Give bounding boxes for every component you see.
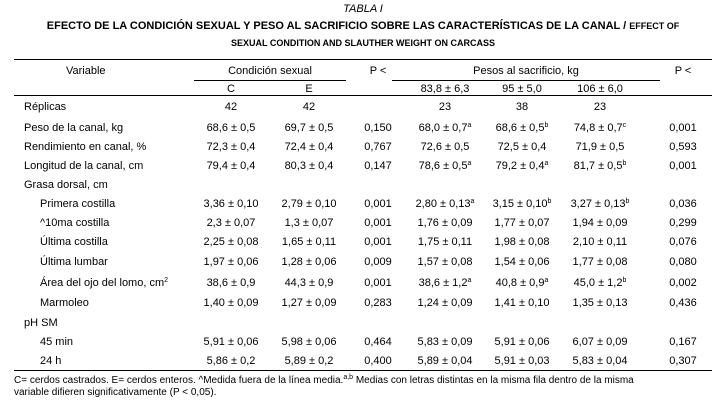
table-cell: 81,7 ± 0,5$^b$ [573, 160, 627, 172]
row-label: Réplicas [24, 101, 67, 113]
table-cell: 0,001 [364, 236, 392, 248]
table-cell: 23 [438, 101, 452, 113]
table-cell: 0,001 [364, 198, 392, 210]
table-cell: 44,3 ± 0,9 [284, 277, 334, 289]
table-cell: 0,307 [669, 355, 697, 367]
table-cell: 1,77 ± 0,07 [494, 217, 550, 229]
table-cell: 1,40 ± 0,09 [203, 297, 259, 309]
cell-superscript: c [622, 122, 627, 129]
header-weight-group: Pesos al sacrificio, kg [473, 65, 579, 77]
table-cell: 1,77 ± 0,08 [572, 256, 628, 268]
header-variable: Variable [66, 65, 106, 77]
cell-superscript: b [544, 122, 549, 129]
header-subgroup: 95 ± 5,0 [502, 83, 542, 95]
header-sex-group: Condición sexual [228, 65, 312, 77]
table-cell: 42 [302, 101, 316, 113]
table-cell: 1,24 ± 0,09 [417, 297, 473, 309]
table-cell: 72,4 ± 0,4 [284, 141, 334, 153]
table-cell: 5,89 ± 0,2 [284, 355, 334, 367]
table-cell: 0,001 [364, 217, 392, 229]
table-cell: 1,28 ± 0,06 [281, 256, 337, 268]
table-cell: 80,3 ± 0,4 [284, 160, 334, 172]
cell-superscript: b [622, 160, 627, 167]
table-cell: 71,9 ± 0,5 [575, 141, 625, 153]
row-label: Última lumbar [40, 256, 108, 268]
table-cell: 0,436 [669, 297, 697, 309]
table-cell: 2,79 ± 0,10 [281, 198, 337, 210]
cell-superscript: a [470, 198, 475, 205]
header-p-weight: P < [674, 65, 692, 77]
table-cell: 1,3 ± 0,07 [284, 217, 334, 229]
table-cell: 72,3 ± 0,4 [206, 141, 256, 153]
row-label: 24 h [40, 355, 62, 367]
title-english-part1: EFFECT OF [629, 21, 680, 31]
table-cell: 72,5 ± 0,4 [497, 141, 547, 153]
table-cell: 0,080 [669, 256, 697, 268]
table-cell: 5,83 ± 0,04 [572, 355, 628, 367]
table-cell: 1,35 ± 0,13 [572, 297, 628, 309]
table-cell: 5,89 ± 0,04 [417, 355, 473, 367]
top-rule [14, 59, 712, 60]
table-cell: 38,6 ± 0,9 [206, 277, 256, 289]
table-cell: 0,009 [364, 256, 392, 268]
footnote-significance: Medias con letras distintas en la misma fila dentro de la misma [353, 375, 634, 386]
table-cell: 23 [593, 101, 607, 113]
table-cell: 0,299 [669, 217, 697, 229]
table-title-english: SEXUAL CONDITION AND SLAUTHER WEIGHT ON CARCASS [230, 38, 495, 48]
table-cell: 38 [515, 101, 529, 113]
table-title [0, 19, 726, 34]
table-cell: 5,91 ± 0,06 [203, 336, 259, 348]
table-cell: 2,80 ± 0,13$^a$ [415, 198, 475, 210]
cell-superscript: a [544, 277, 549, 284]
table-cell: 38,6 ± 1,2$^a$ [418, 277, 472, 289]
table-cell: 0,400 [364, 355, 392, 367]
cell-superscript: a [467, 160, 472, 167]
table-cell: 79,2 ± 0,4$^a$ [495, 160, 549, 172]
row-label: Marmoleo [40, 297, 89, 309]
table-cell: 1,94 ± 0,09 [572, 217, 628, 229]
cell-superscript: b [625, 198, 630, 205]
header-subgroup: 83,8 ± 6,3 [420, 83, 470, 95]
row-label: ^10ma costilla [40, 217, 110, 229]
table-cell: 42 [224, 101, 238, 113]
row-label: Peso de la canal, kg [24, 122, 124, 134]
table-cell: 1,27 ± 0,09 [281, 297, 337, 309]
table-cell: 3,36 ± 0,10 [203, 198, 259, 210]
row-label: Primera costilla [40, 198, 116, 210]
cell-superscript: a [544, 160, 549, 167]
row-label: Área del ojo del lomo, $cm^2$ [40, 277, 169, 289]
row-label: Rendimiento en canal, % [24, 141, 147, 153]
table-cell: 68,0 ± 0,7$^a$ [418, 122, 472, 134]
table-cell: 0,464 [364, 336, 392, 348]
row-label: pH SM [24, 317, 58, 329]
table-cell: 45,0 ± 1,2$^b$ [573, 277, 627, 289]
table-cell: 1,65 ± 0,11 [281, 236, 337, 248]
header-subgroup: C [227, 83, 235, 95]
table-cell: 3,15 ± 0,10$^b$ [492, 198, 552, 210]
table-cell: 0,001 [669, 122, 697, 134]
table-caption: TABLA I [343, 3, 383, 15]
bottom-rule [14, 370, 712, 371]
table-cell: 5,83 ± 0,09 [417, 336, 473, 348]
sex-group-rule [194, 80, 346, 81]
table-cell: 0,283 [364, 297, 392, 309]
row-label: 45 min [40, 336, 74, 348]
row-label: Última costilla [40, 236, 108, 248]
table-cell: 79,4 ± 0,4 [206, 160, 256, 172]
row-label-superscript: 2 [164, 277, 169, 284]
table-cell: 74,8 ± 0,7$^c$ [573, 122, 627, 134]
table-cell: 1,41 ± 0,10 [494, 297, 550, 309]
table-cell: 0,001 [364, 277, 392, 289]
table-cell: 1,98 ± 0,08 [494, 236, 550, 248]
cell-superscript: a [467, 277, 472, 284]
table-cell: 0,076 [669, 236, 697, 248]
footnote-significance-cont: variable difieren significativamente (P < 0,05). [14, 387, 217, 398]
table-cell: 0,002 [669, 277, 697, 289]
table-cell: 1,57 ± 0,08 [417, 256, 473, 268]
table-cell: 78,6 ± 0,5$^a$ [418, 160, 472, 172]
cell-superscript: b [547, 198, 552, 205]
table-cell: 68,6 ± 0,5$^b$ [495, 122, 549, 134]
table-cell: 2,25 ± 0,08 [203, 236, 259, 248]
table-cell: 5,98 ± 0,06 [281, 336, 337, 348]
footnote [14, 375, 714, 399]
table-cell: 5,86 ± 0,2 [206, 355, 256, 367]
table-cell: 6,07 ± 0,09 [572, 336, 628, 348]
table-cell: 0,593 [669, 141, 697, 153]
table-cell: 5,91 ± 0,03 [494, 355, 550, 367]
table-cell: 0,767 [364, 141, 392, 153]
table-cell: 0,001 [669, 160, 697, 172]
table-cell: 2,3 ± 0,07 [206, 217, 256, 229]
table-cell: 5,91 ± 0,06 [494, 336, 550, 348]
weight-group-rule [392, 80, 660, 81]
table-cell: 3,27 ± 0,13$^b$ [570, 198, 630, 210]
table-cell: 0,167 [669, 336, 697, 348]
table-cell: 72,6 ± 0,5 [420, 141, 470, 153]
table-cell: 69,7 ± 0,5 [284, 122, 334, 134]
cell-superscript: b [622, 277, 627, 284]
table-cell: 1,76 ± 0,09 [417, 217, 473, 229]
row-label: Longitud de la canal, cm [24, 160, 144, 172]
table-cell: 1,54 ± 0,06 [494, 256, 550, 268]
table-cell: 2,10 ± 0,11 [572, 236, 628, 248]
footnote-superscript: a,b [343, 374, 354, 381]
header-subgroup: 106 ± 6,0 [577, 83, 623, 95]
table-cell: 0,147 [364, 160, 392, 172]
row-label: Grasa dorsal, cm [24, 179, 108, 191]
cell-superscript: a [467, 122, 472, 129]
table-cell: 0,150 [364, 122, 392, 134]
footnote-abbreviations: C= cerdos castrados. E= cerdos enteros. ^Medida fuera de la línea media. [14, 375, 344, 386]
table-cell: 68,6 ± 0,5 [206, 122, 256, 134]
header-subgroup: E [305, 83, 313, 95]
table-cell: 1,97 ± 0,06 [203, 256, 259, 268]
table-cell: 40,8 ± 0,9$^a$ [495, 277, 549, 289]
title-spanish: EFECTO DE LA CONDICIÓN SEXUAL Y PESO AL SACRIFICIO SOBRE LAS CARACTERÍSTICAS DE LA CANAL / [46, 20, 627, 32]
table-cell: 1,75 ± 0,11 [417, 236, 473, 248]
header-p-sex: P < [369, 65, 387, 77]
table-cell: 0,036 [669, 198, 697, 210]
